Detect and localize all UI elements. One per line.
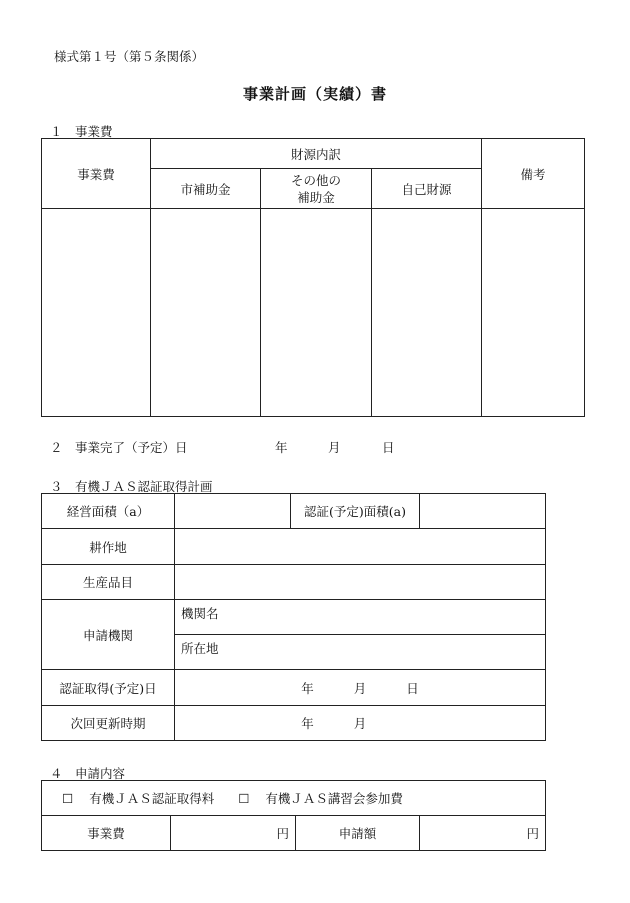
jikai-koshin-year: 年 xyxy=(301,716,314,731)
col-header-sonota-line2: 補助金 xyxy=(297,189,335,205)
label-jikai-koshin: 次回更新時期 xyxy=(42,706,175,741)
input-ninsho-bi[interactable] xyxy=(175,670,546,706)
input-seisanhinmoku[interactable] xyxy=(175,565,546,600)
label-shinseigaku: 申請額 xyxy=(296,816,420,851)
cell-jiko[interactable] xyxy=(372,209,482,417)
jikai-koshin-month: 月 xyxy=(353,716,367,731)
input-shozaichi[interactable] xyxy=(175,635,546,670)
label-ninsho-menseki: 認証(予定)面積(a) xyxy=(291,494,420,529)
col-header-shihojo: 市補助金 xyxy=(151,169,261,209)
ninsho-bi-year: 年 xyxy=(301,680,314,696)
label-shinsei-kikan: 申請機関 xyxy=(42,600,175,670)
input-shinseigaku[interactable] xyxy=(420,816,546,851)
cell-shihojo[interactable] xyxy=(151,209,261,417)
form-number: 様式第１号（第５条関係） xyxy=(54,49,205,64)
col-header-sonota-line1: その他の xyxy=(290,172,341,188)
label-shozaichi: 所在地 xyxy=(181,641,219,656)
input-jigyohi[interactable] xyxy=(171,816,296,851)
cell-biko[interactable] xyxy=(482,209,585,417)
label-ninsho-bi: 認証取得(予定)日 xyxy=(42,670,175,706)
ninsho-bi-month: 月 xyxy=(353,680,367,696)
input-jikai-koshin[interactable] xyxy=(175,706,546,741)
col-header-jiko: 自己財源 xyxy=(372,169,482,209)
label-seisanhinmoku: 生産品目 xyxy=(42,565,175,600)
input-keiei-menseki[interactable] xyxy=(175,494,291,529)
options-row xyxy=(42,781,546,816)
col-header-jigyohi: 事業費 xyxy=(42,139,151,209)
section2-day: 日 xyxy=(382,440,395,455)
checkbox-koshukai-hi[interactable]: ☐ xyxy=(238,791,250,806)
label-jigyohi: 事業費 xyxy=(42,816,171,851)
yen-unit-jigyohi: 円 xyxy=(276,826,289,841)
section3-heading: ３ 有機ＪＡＳ認証取得計画 xyxy=(50,479,213,494)
label-kosakuchi: 耕作地 xyxy=(42,529,175,565)
ninsho-bi-day: 日 xyxy=(406,680,419,696)
section4-heading: ４ 申請内容 xyxy=(50,766,126,781)
label-keiei-menseki: 経営面積（a） xyxy=(42,494,175,529)
cell-jigyohi[interactable] xyxy=(42,209,151,417)
option-koshukai-hi: 有機ＪＡＳ講習会参加費 xyxy=(265,791,403,806)
section2-heading: ２ 事業完了（予定）日 xyxy=(50,440,188,455)
page-title: 事業計画（実績）書 xyxy=(242,85,387,103)
option-ninsho-ryo: 有機ＪＡＳ認証取得料 xyxy=(89,791,215,806)
col-header-biko: 備考 xyxy=(482,139,585,209)
label-kikan-mei: 機関名 xyxy=(181,606,219,621)
section2-year: 年 xyxy=(275,440,288,455)
input-kikan-mei[interactable] xyxy=(175,600,546,635)
yen-unit-shinseigaku: 円 xyxy=(526,826,540,841)
cell-sonota[interactable] xyxy=(261,209,372,417)
application-table xyxy=(41,780,546,851)
input-ninsho-menseki[interactable] xyxy=(420,494,546,529)
checkbox-ninsho-ryo[interactable]: ☐ xyxy=(62,791,74,806)
section1-heading: １ 事業費 xyxy=(50,124,113,139)
col-header-zaigen: 財源内訳 xyxy=(151,139,482,169)
col-header-sonota xyxy=(261,169,372,209)
input-kosakuchi[interactable] xyxy=(175,529,546,565)
budget-table xyxy=(41,138,585,417)
section2-month: 月 xyxy=(328,440,341,455)
jas-plan-table xyxy=(41,493,546,741)
